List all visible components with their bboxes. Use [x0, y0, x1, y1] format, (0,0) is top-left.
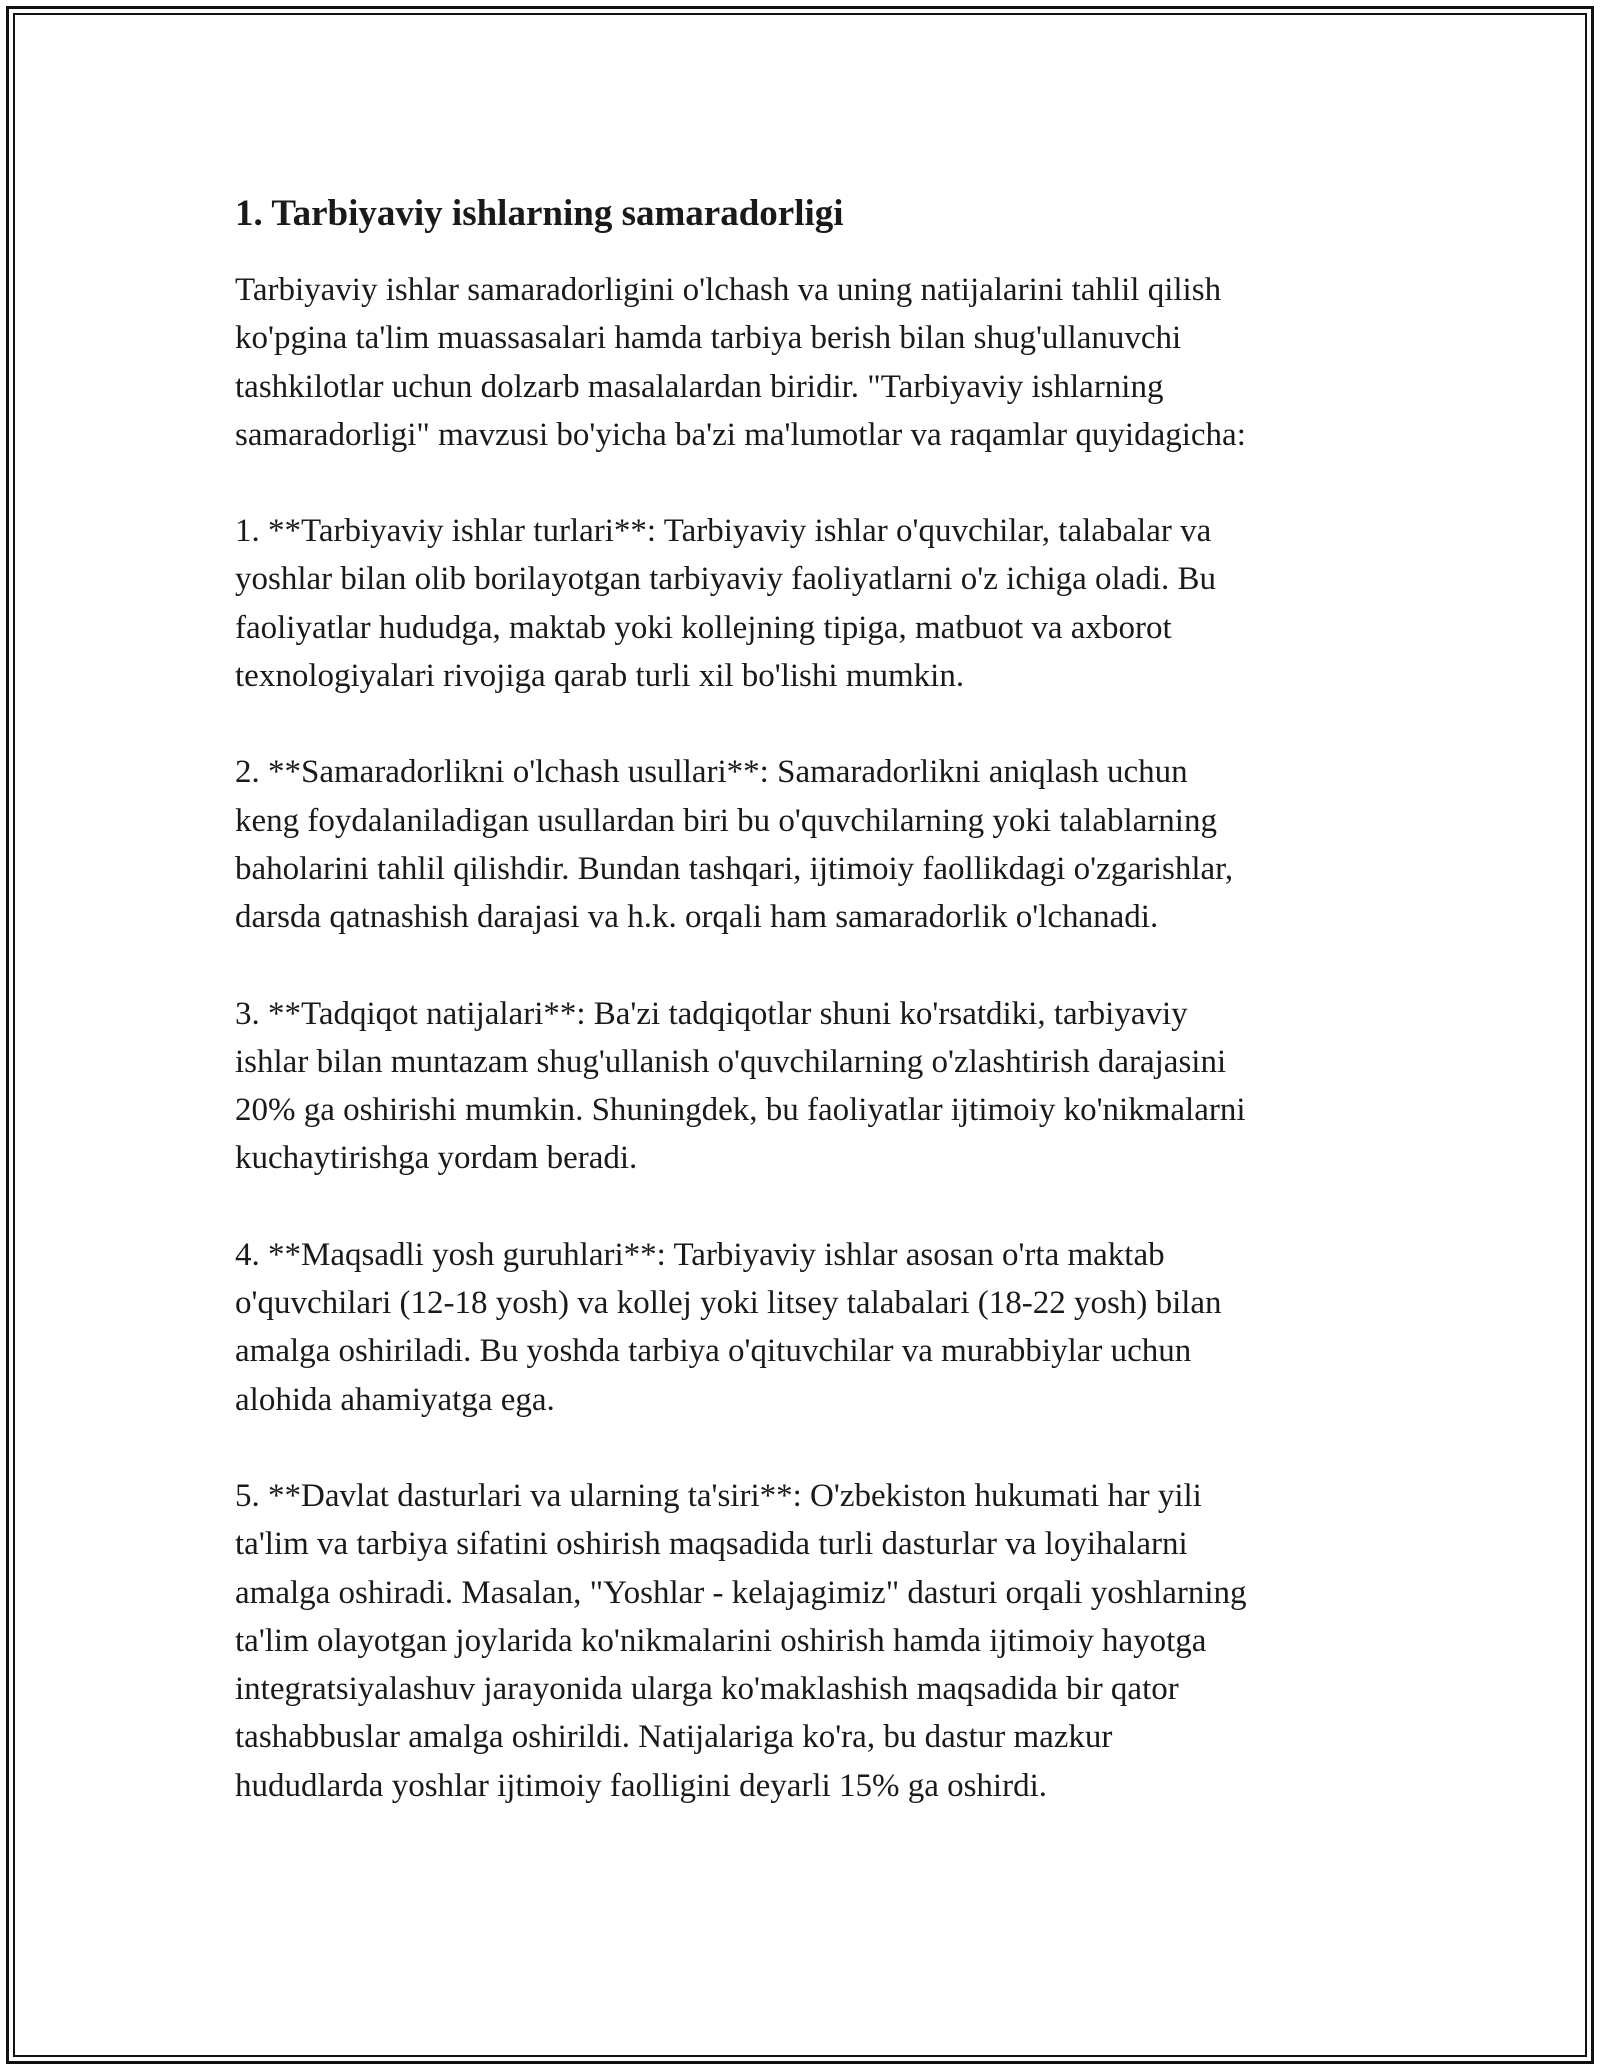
- paragraph-item-3: 3. **Tadqiqot natijalari**: Ba'zi tadqiqotlar shuni ko'rsatdiki, tarbiyaviy ishlar bilan muntazam shug'ullanish o'quvchilarning o'zlashtirish darajasini 20% ga oshirishi mumkin. Shuningdek, bu faoliyatlar ijtimoiy ko'nikmalarni kuchaytirishga yordam beradi.: [235, 995, 1246, 1177]
- paragraph-item-1: 1. **Tarbiyaviy ishlar turlari**: Tarbiyaviy ishlar o'quvchilar, talabalar va yoshlar bilan olib borilayotgan tarbiyaviy faoliyatlarni o'z ichiga oladi. Bu faoliyatlar hududga, maktab yoki kollejning tipiga, matbuot va axborot texnologiyalari rivojiga qarab turli xil bo'lishi mumkin.: [235, 513, 1217, 695]
- document-title: 1. Tarbiyaviy ishlarning samaradorligi: [235, 193, 844, 234]
- paragraph-item-5: 5. **Davlat dasturlari va ularning ta'siri**: O'zbekiston hukumati har yili ta'lim va tarbiya sifatini oshirish maqsadida turli dasturlar va loyihalarni amalga oshiradi. Masalan, "Yoshlar - kelajagimiz" dasturi orqali yoshlarning ta'lim olayotgan joylarida ko'nikmalarini oshirish hamda ijtimoiy hayotga integratsiyalashuv jarayonida ularga ko'maklashish maqsadida bir qator tashabbuslar amalga oshirildi. Natijalariga ko'ra, bu dastur mazkur hududlarda yoshlar ijtimoiy faolligini deyarli 15% ga oshirdi.: [235, 1477, 1247, 1804]
- paragraph-item-4: 4. **Maqsadli yosh guruhlari**: Tarbiyaviy ishlar asosan o'rta maktab o'quvchilari (12-18 yosh) va kollej yoki litsey talabalari (18-22 yosh) bilan amalga oshiriladi. Bu yoshda tarbiya o'qituvchilar va murabbiylar uchun alohida ahamiyatga ega.: [235, 1236, 1222, 1418]
- paragraph-item-2: 2. **Samaradorlikni o'lchash usullari**: Samaradorlikni aniqlash uchun keng foydalaniladigan usullardan biri bu o'quvchilarning yoki talablarning baholarini tahlil qilishdir. Bundan tashqari, ijtimoiy faollikdagi o'zgarishlar, darsda qatnashish darajasi va h.k. orqali ham samaradorlik o'lchanadi.: [235, 754, 1234, 936]
- document-body: [235, 188, 1375, 1858]
- intro-paragraph: Tarbiyaviy ishlar samaradorligini o'lchash va uning natijalarini tahlil qilish ko'pgina ta'lim muassasalari hamda tarbiya berish bilan shug'ullanuvchi tashkilotlar uchun dolzarb masalalardan biridir. "Tarbiyaviy ishlarning samaradorligi" mavzusi bo'yicha ba'zi ma'lumotlar va raqamlar quyidagicha:: [235, 272, 1246, 453]
